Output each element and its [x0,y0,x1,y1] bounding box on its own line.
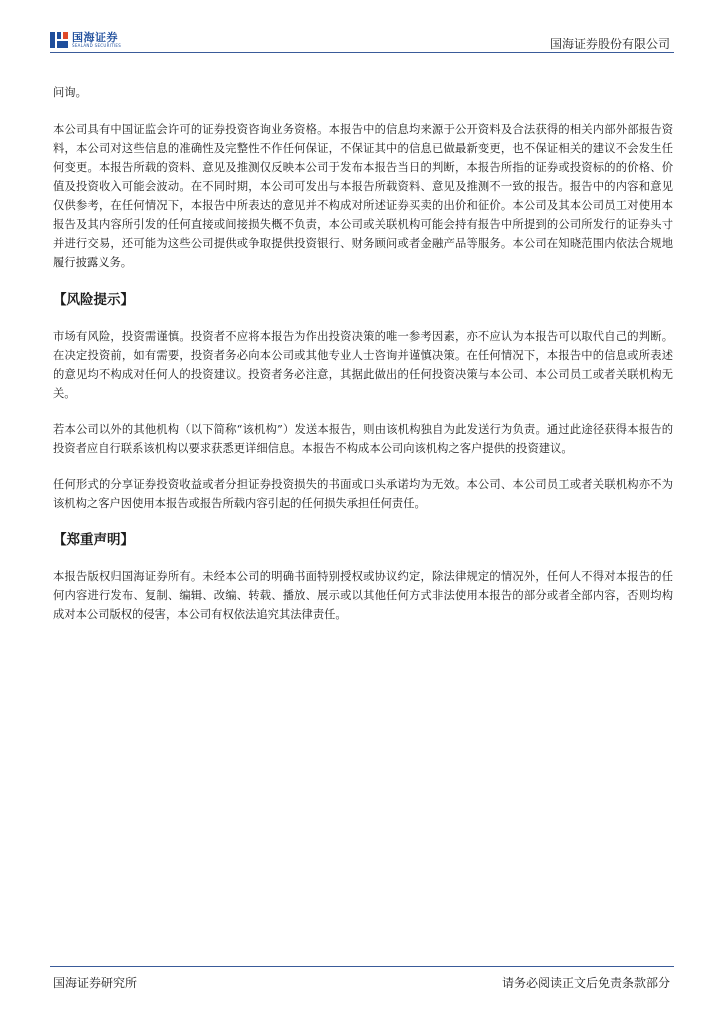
risk-section-title: 【风险提示】 [53,292,134,308]
risk-paragraph-2: 若本公司以外的其他机构（以下简称“该机构”）发送本报告，则由该机构独自为此发送行为负责。通过此途径获得本报告的投资者应自行联系该机构以要求获悉更详细信息。本报告不构成本公司向该机构之客户提供的投资建议。 [53,423,673,455]
notice-section-title: 【郑重声明】 [53,532,134,548]
footer-disclaimer-note: 请务必阅读正文后免责条款部分 [501,976,670,990]
page-header [0,0,724,52]
sealand-logo-icon [50,32,68,48]
notice-paragraph: 本报告版权归国海证券所有。未经本公司的明确书面特别授权或协议约定，除法律规定的情况外，任何人不得对本报告的任何内容进行发布、复制、编辑、改编、转载、播放、展示或以其他任何方式非法使用本报告的部分或者全部内容，否则均构成对本公司版权的侵害，本公司有权依法追究其法律责任。 [53,570,673,621]
risk-paragraph-1: 市场有风险，投资需谨慎。投资者不应将本报告为作出投资决策的唯一参考因素，亦不应认为本报告可以取代自己的判断。在决定投资前，如有需要，投资者务必向本公司或其他专业人士咨询并谨慎决策。在任何情况下，本报告中的信息或所表述的意见均不构成对任何人的投资建议。投资者务必注意，其据此做出的任何投资决策与本公司、本公司员工或者关联机构无关。 [53,330,673,400]
header-divider [50,52,674,53]
page-body [53,83,673,624]
logo-en: SEALAND SECURITIES [72,43,122,48]
risk-paragraph-3: 任何形式的分享证券投资收益或者分担证券投资损失的书面或口头承诺均为无效。本公司、本公司员工或者关联机构亦不为该机构之客户因使用本报告或报告所载内容引起的任何损失承担任何责任。 [53,478,673,510]
footer-divider [50,966,674,967]
intro-tail: 问询。 [53,86,87,99]
logo-cn: 国海证券 [72,31,118,44]
header-company-name: 国海证券股份有限公司 [549,37,670,51]
disclaimer-paragraph: 本公司具有中国证监会许可的证券投资咨询业务资格。本报告中的信息均来源于公开资料及合法获得的相关内部外部报告资料，本公司对这些信息的准确性及完整性不作任何保证，不保证其中的信息已做最新变更，也不保证相关的建议不会发生任何变更。本报告所载的资料、意见及推测仅反映本公司于发布本报告当日的判断，本报告所指的证券或投资标的的价格、价值及投资收入可能会波动。在不同时期，本公司可发出与本报告所载资料、意见及推测不一致的报告。报告中的内容和意见仅供参考，在任何情况下，本报告中所表达的意见并不构成对所述证券买卖的出价和征价。本公司及其本公司员工对使用本报告及其内容所引发的任何直接或间接损失概不负责，本公司或关联机构可能会持有报告中所提到的公司所发行的证券头寸并进行交易，还可能为这些公司提供或争取提供投资银行、财务顾问或者金融产品等服务。本公司在知晓范围内依法合规地履行披露义务。 [53,123,673,269]
company-logo [50,32,121,48]
logo-text [72,32,121,48]
footer-institute: 国海证券研究所 [53,976,138,990]
